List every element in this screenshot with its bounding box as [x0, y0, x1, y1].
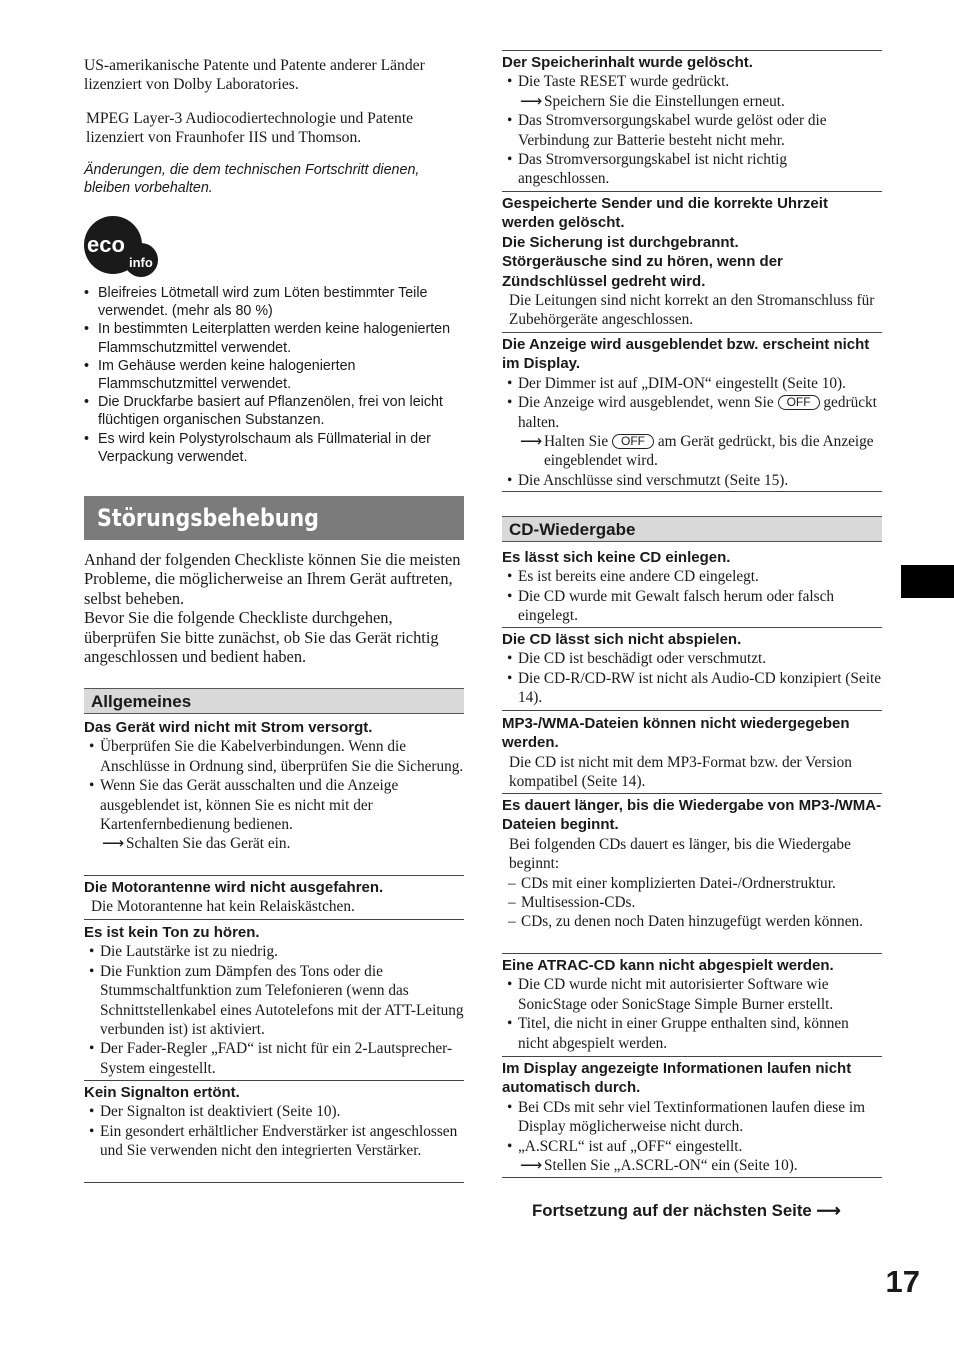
section-header-general — [84, 688, 464, 714]
list-item: – CDs, zu denen noch Daten hinzugefügt werden können. — [502, 912, 882, 931]
issue-title: Es lässt sich keine CD einlegen. — [502, 549, 731, 566]
divider — [502, 1056, 882, 1057]
list-item: • Der Fader-Regler „FAD“ ist nicht für ein 2-Lautsprecher-System eingestellt. — [84, 1039, 464, 1078]
arrow-right-icon: ⟶ — [520, 1157, 542, 1175]
issue-title: Die CD lässt sich nicht abspielen. — [502, 631, 742, 648]
divider — [502, 491, 882, 492]
divider — [84, 875, 464, 876]
list-item: • Der Signalton ist deaktiviert (Seite 10). — [84, 1102, 464, 1121]
list-item: • Die Taste RESET wurde gedrückt. — [502, 72, 882, 91]
list-item: • Die Funktion zum Dämpfen des Tons oder die Stummschaltfunktion zum Telefonieren (wenn das Schnittstellenkabel eines Autotelefons mit der ATT-Leitung verbunden ist) ist aktiviert. — [84, 962, 464, 1040]
list-item: • Wenn Sie das Gerät ausschalten und die Anzeige ausgeblendet ist, können Sie es nicht mit der Kartenfernbedienung bedienen. — [84, 776, 464, 834]
issue-memory-erased — [502, 53, 882, 189]
svg-text:info: info — [129, 255, 153, 270]
list-item: • Es wird kein Polystyrolschaum als Füllmaterial in der Verpackung verwendet. — [84, 430, 464, 466]
issue-title: Eine ATRAC-CD kann nicht abgespielt werden. — [502, 957, 834, 974]
list-item: • Titel, die nicht in einer Gruppe enthalten sind, können nicht abgespielt werden. — [502, 1014, 882, 1053]
issue-text: Die Motorantenne hat kein Relaiskästchen. — [91, 898, 355, 916]
list-item: • „A.SCRL“ ist auf „OFF“ eingestellt. — [502, 1137, 882, 1156]
issue-text: Bei folgenden CDs dauert es länger, bis die Wiedergabe beginnt: — [509, 835, 851, 873]
changes-notice: Änderungen, die dem technischen Fortschritt dienen, bleiben vorbehalten. — [84, 162, 420, 196]
issue-title: Störgeräusche sind zu hören, wenn der Zündschlüssel gedreht wird. — [502, 253, 783, 290]
remedy-text: Speichern Sie die Einstellungen erneut. — [544, 92, 785, 110]
list-text: gedrückt halten. — [518, 394, 877, 431]
issue-title: Gespeicherte Sender und die korrekte Uhrzeit werden gelöscht. — [502, 195, 828, 232]
issue-title: Die Anzeige wird ausgeblendet bzw. erscheint nicht im Display. — [502, 336, 870, 373]
list-item: • Bei CDs mit sehr viel Textinformationen laufen diese im Display möglicherweise nicht durch. — [502, 1098, 882, 1137]
divider — [502, 50, 882, 51]
remedy-text: Halten Sie — [544, 433, 609, 451]
list-item: • Bleifreies Lötmetall wird zum Löten bestimmter Teile verwendet. (mehr als 80 %) — [84, 284, 464, 320]
issue-text: Die CD ist nicht mit dem MP3-Format bzw. der Version kompatibel (Seite 14). — [509, 753, 852, 791]
dolby-notice: US-amerikanische Patente und Patente anderer Länder lizenziert von Dolby Laboratories. — [84, 57, 425, 94]
list-text: Die Anzeige wird ausgeblendet, wenn Sie — [518, 394, 774, 412]
list-item: • Die CD wurde mit Gewalt falsch herum oder falsch eingelegt. — [502, 587, 882, 626]
issue-atrac — [502, 956, 882, 1053]
divider — [502, 191, 882, 192]
issue-text: Die Leitungen sind nicht korrekt an den Stromanschluss für Zubehörgeräte angeschlossen. — [509, 292, 875, 329]
issue-display-off — [502, 335, 882, 490]
divider — [502, 793, 882, 794]
list-item: – CDs mit einer komplizierten Datei-/Ordnerstruktur. — [502, 874, 882, 893]
issue-title: Es dauert länger, bis die Wiedergabe von MP3-/WMA-Dateien beginnt. — [502, 797, 882, 834]
list-item: • Die CD-R/CD-RW ist nicht als Audio-CD konzipiert (Seite 14). — [502, 669, 882, 708]
issue-no-power — [84, 718, 464, 854]
issue-title: Im Display angezeigte Informationen laufen nicht automatisch durch. — [502, 1060, 852, 1097]
arrow-right-icon: ⟶ — [102, 835, 124, 853]
section-title: CD-Wiedergabe — [509, 520, 636, 539]
issue-scroll — [502, 1059, 882, 1175]
svg-text:eco: eco — [87, 232, 125, 257]
list-item: • Die Druckfarbe basiert auf Pflanzenölen, frei von leicht flüchtigen organischen Substanzen. — [84, 393, 464, 429]
issue-cd-insert — [502, 548, 882, 626]
divider — [84, 1182, 464, 1183]
list-item: • Es ist bereits eine andere CD eingelegt. — [502, 567, 882, 586]
issue-title: Die Sicherung ist durchgebrannt. — [502, 233, 739, 251]
issue-power-antenna — [84, 878, 464, 917]
issue-mp3-play — [502, 714, 882, 792]
list-item: – Multisession-CDs. — [502, 893, 882, 912]
off-key-symbol: OFF — [778, 395, 820, 410]
mpeg-notice: MPEG Layer-3 Audiocodiertechnologie und Patente lizenziert von Fraunhofer IIS und Thomson. — [86, 110, 414, 147]
issue-title: Der Speicherinhalt wurde gelöscht. — [502, 54, 753, 71]
issue-title: Das Gerät wird nicht mit Strom versorgt. — [84, 719, 373, 736]
issue-title: Kein Signalton ertönt. — [84, 1084, 240, 1101]
section-title: Allgemeines — [91, 692, 192, 711]
eco-info-logo — [84, 214, 160, 278]
divider — [502, 710, 882, 711]
list-item: • Die Anschlüsse sind verschmutzt (Seite 15). — [502, 471, 882, 490]
arrow-right-icon: ⟶ — [520, 92, 542, 110]
divider — [502, 1177, 882, 1178]
remedy-line — [84, 834, 464, 853]
arrow-right-icon: ⟶ — [816, 1201, 841, 1220]
list-item: • Das Stromversorgungskabel wurde gelöst oder die Verbindung zur Batterie besteht nicht mehr. — [502, 111, 882, 150]
eco-info-icon — [84, 214, 160, 278]
remedy-line — [502, 92, 882, 111]
issue-title: MP3-/WMA-Dateien können nicht wiedergegeben werden. — [502, 715, 850, 752]
issue-no-sound — [84, 923, 464, 1078]
remedy-line — [502, 1156, 882, 1175]
issue-no-beep — [84, 1083, 464, 1161]
list-item: • Das Stromversorgungskabel ist nicht richtig angeschlossen. — [502, 150, 882, 189]
divider — [84, 919, 464, 920]
list-item — [502, 393, 882, 432]
list-item: • Die CD wurde nicht mit autorisierter Software wie SonicStage oder SonicStage Simple Burner erstellt. — [502, 975, 882, 1014]
list-item: • Der Dimmer ist auf „DIM-ON“ eingestellt (Seite 10). — [502, 374, 882, 393]
continued-text: Fortsetzung auf der nächsten Seite — [532, 1201, 812, 1220]
divider — [84, 1080, 464, 1081]
page-title: Störungsbehebung — [97, 504, 319, 532]
off-key-symbol: OFF — [612, 434, 654, 449]
section-thumb-tab — [901, 565, 954, 598]
list-item: • Die Lautstärke ist zu niedrig. — [84, 942, 464, 961]
issue-title: Die Motorantenne wird nicht ausgefahren. — [84, 879, 384, 896]
issue-mp3-delay — [502, 796, 882, 932]
issue-cd-play — [502, 630, 882, 708]
remedy-text: Stellen Sie „A.SCRL-ON“ ein (Seite 10). — [544, 1157, 798, 1175]
eco-bullet-list — [84, 284, 464, 466]
remedy-line — [502, 432, 882, 471]
section-header-cd — [502, 516, 882, 542]
continued-note — [532, 1200, 892, 1222]
remedy-text: am Gerät gedrückt, bis die Anzeige eingeblendet wird. — [544, 433, 874, 470]
page-number: 17 — [885, 1264, 920, 1299]
arrow-right-icon: ⟶ — [520, 433, 542, 451]
issue-title: Es ist kein Ton zu hören. — [84, 924, 260, 941]
list-item: • Im Gehäuse werden keine halogenierten Flammschutzmittel verwendet. — [84, 357, 464, 393]
list-item: • Überprüfen Sie die Kabelverbindungen. Wenn die Anschlüsse in Ordnung sind, überprüfen Sie die Sicherung. — [84, 737, 464, 776]
divider — [502, 627, 882, 628]
divider — [502, 953, 882, 954]
list-item: • Ein gesondert erhältlicher Endverstärker ist angeschlossen und Sie verwenden nicht den integrierten Verstärker. — [84, 1122, 464, 1161]
list-item: • In bestimmten Leiterplatten werden keine halogenierten Flammschutzmittel verwendet. — [84, 320, 464, 356]
list-item: • Die CD ist beschädigt oder verschmutzt. — [502, 649, 882, 668]
troubleshooting-intro: Anhand der folgenden Checkliste können Sie die meisten Probleme, die möglicherweise an Ihrem Gerät auftreten, selbst beheben. Bevor Sie die folgende Checkliste durchgehen, überprüfen Sie bitte zunächst, ob Sie das Gerät richtig angeschlossen und bedient haben. — [84, 550, 461, 667]
troubleshooting-title-bar — [84, 496, 464, 540]
issue-stations-erased — [502, 194, 882, 330]
remedy-text: Schalten Sie das Gerät ein. — [126, 835, 291, 853]
divider — [502, 332, 882, 333]
